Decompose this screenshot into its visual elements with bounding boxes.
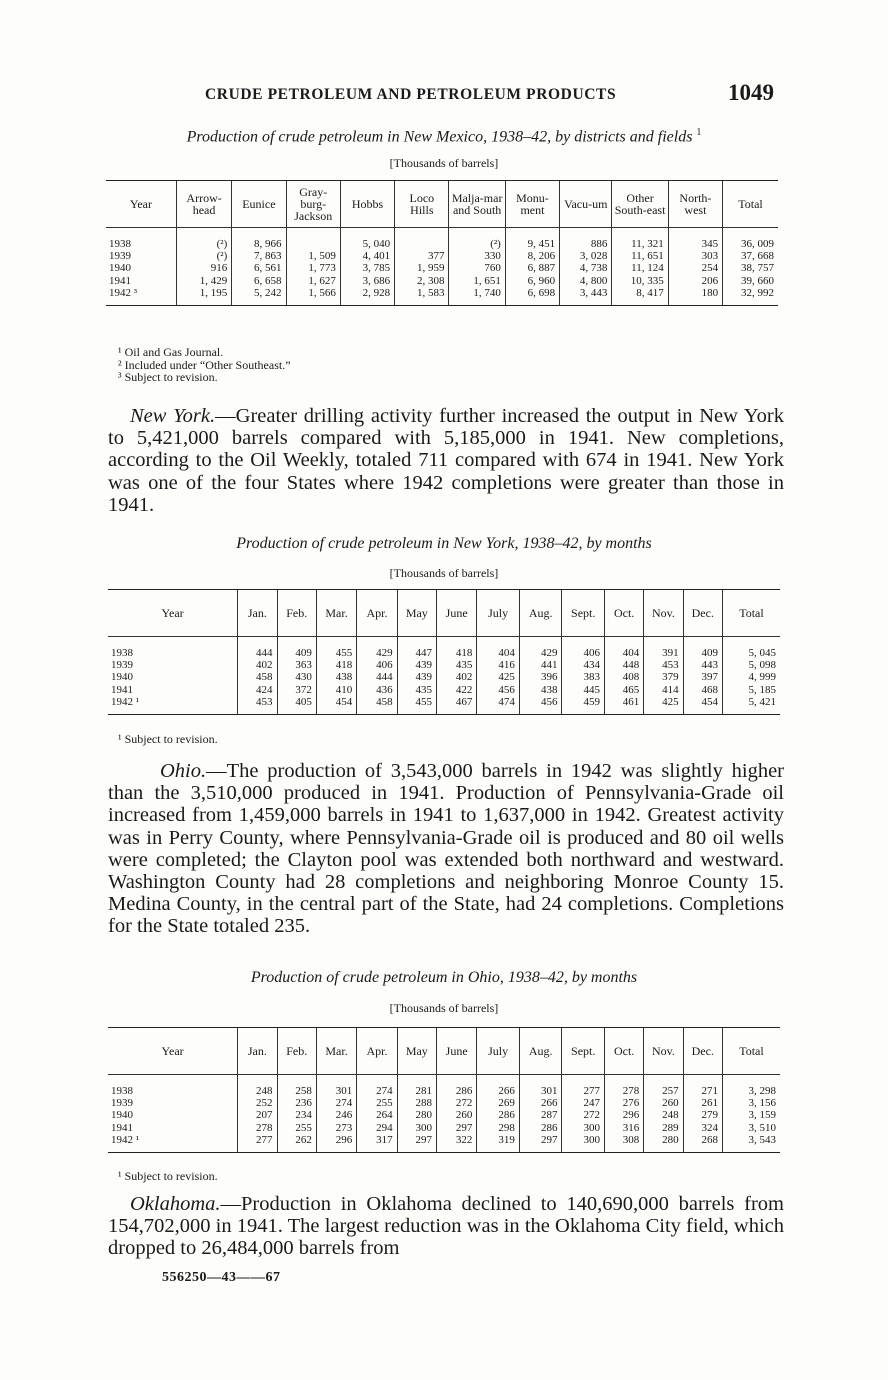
table-cell: 443 <box>683 659 722 671</box>
table-cell: 3, 510 <box>722 1122 780 1134</box>
ohio-body: —The production of 3,543,000 barrels in 1942 was slightly higher than the 3,510,000 produced in 1941. Production of Pennsylvania-Grade oil increased from 1,459,000 barrels in 1941 to 1,637,000 in 1942. Greatest activity was in Perry County, where Pennsylvania-Grade oil is produced and 80 oil wells were completed; the Clayton pool was extended both northward and westward. Washington County had 28 completions and neighboring Monroe County 15. Medina County, in the central part of the State, had 24 completions. Completions for the State totaled 235. <box>108 760 784 938</box>
table-cell: 8, 966 <box>232 238 286 250</box>
table-cell: 319 <box>477 1134 520 1153</box>
new-york-unit: [Thousands of barrels] <box>389 566 499 580</box>
column-header: Aug. <box>519 590 562 637</box>
table-cell: 435 <box>397 684 436 696</box>
row-year: 1940 <box>111 671 133 684</box>
table-cell: 280 <box>397 1109 436 1121</box>
table-row <box>108 684 780 696</box>
column-header: Other South-east <box>612 181 668 228</box>
table-cell: 277 <box>562 1085 605 1097</box>
table-cell: 324 <box>683 1122 722 1134</box>
table-cell: 276 <box>604 1097 643 1109</box>
table-cell: 281 <box>397 1085 436 1097</box>
table-cell: 266 <box>477 1085 520 1097</box>
table-cell: 296 <box>316 1134 356 1153</box>
row-year: 1942 ¹ <box>111 1133 140 1146</box>
ohio-lead: Ohio. <box>160 760 207 782</box>
table-cell: 5, 045 <box>722 647 780 659</box>
table-cell: 294 <box>357 1122 397 1134</box>
table-cell: 297 <box>519 1134 562 1153</box>
ohio-caption: Production of crude petroleum in Ohio, 1938–42, by months <box>250 969 638 986</box>
new-mexico-caption-text: Production of crude petroleum in New Mexico, 1938–42, by districts and fields <box>186 128 693 146</box>
ohio-footnotes <box>118 1170 218 1183</box>
column-header: Malja-mar and South <box>449 181 505 228</box>
footnote: ¹ Oil and Gas Journal. <box>118 345 224 359</box>
column-header: Sept. <box>562 590 605 637</box>
table-cell: 1, 740 <box>449 287 505 306</box>
table-cell: 39, 660 <box>723 275 778 287</box>
column-header: Feb. <box>277 1028 316 1075</box>
table-cell: 6, 561 <box>232 262 286 274</box>
table-cell: 2, 928 <box>340 287 394 306</box>
table-cell: 3, 785 <box>340 262 394 274</box>
table-cell: 458 <box>357 696 397 715</box>
table-cell: 467 <box>436 696 476 715</box>
table-cell: 453 <box>238 696 277 715</box>
table-cell: 3, 298 <box>722 1085 780 1097</box>
table-cell: 418 <box>316 659 356 671</box>
table-cell: 180 <box>668 287 722 306</box>
table-cell: 278 <box>604 1085 643 1097</box>
table-cell: 260 <box>644 1097 683 1109</box>
table-cell: 1, 773 <box>286 262 340 274</box>
table-cell: 916 <box>176 262 231 274</box>
table-cell: 272 <box>562 1109 605 1121</box>
table-cell: 300 <box>562 1122 605 1134</box>
table-cell: 3, 156 <box>722 1097 780 1109</box>
table-cell: 439 <box>397 659 436 671</box>
column-header: Dec. <box>683 590 722 637</box>
table-cell: 4, 738 <box>560 262 612 274</box>
table-cell: 6, 658 <box>232 275 286 287</box>
column-header: May <box>397 1028 436 1075</box>
column-header: Loco Hills <box>395 181 449 228</box>
table-cell: 3, 543 <box>722 1134 780 1153</box>
table-cell: 391 <box>644 647 683 659</box>
table-cell: (²) <box>449 238 505 250</box>
table-cell: 1, 509 <box>286 250 340 262</box>
column-header: Nov. <box>644 1028 683 1075</box>
table-row <box>106 262 778 274</box>
table-cell: 459 <box>562 696 605 715</box>
table-cell: 246 <box>316 1109 356 1121</box>
row-year: 1939 <box>111 659 133 672</box>
table-cell: 760 <box>449 262 505 274</box>
table-cell: 418 <box>436 647 476 659</box>
table-cell: 330 <box>449 250 505 262</box>
table-cell: 316 <box>604 1122 643 1134</box>
row-year: 1938 <box>111 1085 133 1097</box>
ohio-unit: [Thousands of barrels] <box>389 1001 499 1015</box>
table-row <box>108 1122 780 1134</box>
table-cell: 429 <box>357 647 397 659</box>
table-cell: 454 <box>683 696 722 715</box>
table-cell: 280 <box>644 1134 683 1153</box>
table-cell: 1, 195 <box>176 287 231 306</box>
table-cell: 404 <box>477 647 520 659</box>
table-cell: 303 <box>668 250 722 262</box>
table-cell: 5, 421 <box>722 696 780 715</box>
column-header: Year <box>108 1028 238 1075</box>
table-cell: 1, 651 <box>449 275 505 287</box>
column-header: June <box>436 1028 476 1075</box>
table-cell: 1, 627 <box>286 275 340 287</box>
print-code: 556250—43——67 <box>162 1270 281 1285</box>
table-cell: 409 <box>277 647 316 659</box>
table-cell: 248 <box>644 1109 683 1121</box>
page-number: 1049 <box>728 80 774 105</box>
table-cell: 322 <box>436 1134 476 1153</box>
column-header: Nov. <box>644 590 683 637</box>
table-cell: 444 <box>238 647 277 659</box>
table-cell: 456 <box>519 696 562 715</box>
table-cell: 286 <box>477 1109 520 1121</box>
table-cell: 444 <box>357 671 397 683</box>
table-cell: 264 <box>357 1109 397 1121</box>
table-cell: 439 <box>397 671 436 683</box>
table-cell: 402 <box>436 671 476 683</box>
table-cell: 286 <box>436 1085 476 1097</box>
footnote: ¹ Subject to revision. <box>118 732 218 746</box>
table-cell: 262 <box>277 1134 316 1153</box>
column-header: Sept. <box>562 1028 605 1075</box>
table-cell: 425 <box>644 696 683 715</box>
table-cell: 2, 308 <box>395 275 449 287</box>
table-cell: 297 <box>436 1122 476 1134</box>
table-cell: 406 <box>562 647 605 659</box>
table-cell: 402 <box>238 659 277 671</box>
table-cell: 1, 583 <box>395 287 449 306</box>
column-header: June <box>436 590 476 637</box>
new-mexico-caption <box>0 127 888 146</box>
table-cell: 206 <box>668 275 722 287</box>
column-header: Gray-burg-Jackson <box>286 181 340 228</box>
column-header: Jan. <box>238 590 277 637</box>
oklahoma-body: —Production in Oklahoma declined to 140,690,000 barrels from 154,702,000 in 1941. The largest reduction was in the Oklahoma City field, which dropped to 26,484,000 barrels from <box>108 1193 784 1260</box>
table-cell: 236 <box>277 1097 316 1109</box>
table-cell: 287 <box>519 1109 562 1121</box>
column-header: Total <box>722 1028 780 1075</box>
table-cell: 404 <box>604 647 643 659</box>
table-cell: 266 <box>519 1097 562 1109</box>
table-cell: 429 <box>519 647 562 659</box>
ohio-paragraph <box>108 760 784 938</box>
table-cell: 4, 999 <box>722 671 780 683</box>
table-row <box>108 659 780 671</box>
table-cell: 5, 185 <box>722 684 780 696</box>
ohio-table <box>108 1027 780 1153</box>
table-cell: 345 <box>668 238 722 250</box>
table-cell: 298 <box>477 1122 520 1134</box>
table-cell: 308 <box>604 1134 643 1153</box>
table-cell: 455 <box>397 696 436 715</box>
table-cell: 430 <box>277 671 316 683</box>
table-row <box>106 250 778 262</box>
new-mexico-table <box>106 180 778 306</box>
table-cell: 456 <box>477 684 520 696</box>
column-header: Hobbs <box>340 181 394 228</box>
oklahoma-lead: Oklahoma. <box>130 1193 221 1215</box>
table-cell: 260 <box>436 1109 476 1121</box>
footnote: ¹ Subject to revision. <box>118 1169 218 1183</box>
table-cell: 32, 992 <box>723 287 778 306</box>
table-cell: 1, 566 <box>286 287 340 306</box>
table-row <box>108 1109 780 1121</box>
table-cell: 274 <box>316 1097 356 1109</box>
table-cell: 416 <box>477 659 520 671</box>
table-cell: 268 <box>683 1134 722 1153</box>
table-row <box>108 647 780 659</box>
table-cell: 254 <box>668 262 722 274</box>
table-cell: 434 <box>562 659 605 671</box>
new-york-paragraph <box>108 405 784 516</box>
table-cell: 273 <box>316 1122 356 1134</box>
column-header: Dec. <box>683 1028 722 1075</box>
new-york-body: —Greater drilling activity further increased the output in New York to 5,421,000 barrels compared with 5,185,000 in 1941. New completions, according to the Oil Weekly, totaled 711 compared with 674 in 1941. New York was one of the four States where 1942 completions were greater than those in 1941. <box>108 405 784 516</box>
table-cell: 445 <box>562 684 605 696</box>
table-cell: 454 <box>316 696 356 715</box>
table-row <box>108 671 780 683</box>
table-cell: 288 <box>397 1097 436 1109</box>
table-cell: 438 <box>316 671 356 683</box>
table-cell: 1, 959 <box>395 262 449 274</box>
row-year: 1941 <box>109 274 131 287</box>
table-cell: 8, 206 <box>505 250 559 262</box>
table-cell: 247 <box>562 1097 605 1109</box>
table-cell: 6, 698 <box>505 287 559 306</box>
table-cell: 396 <box>519 671 562 683</box>
table-cell: 406 <box>357 659 397 671</box>
table-cell: 436 <box>357 684 397 696</box>
table-cell: 7, 863 <box>232 250 286 262</box>
table-cell: 4, 800 <box>560 275 612 287</box>
column-header: Year <box>108 590 238 637</box>
table-cell: 234 <box>277 1109 316 1121</box>
table-cell: 424 <box>238 684 277 696</box>
table-row <box>108 1097 780 1109</box>
table-cell: 453 <box>644 659 683 671</box>
row-year: 1940 <box>109 262 131 275</box>
table-cell: 11, 651 <box>612 250 668 262</box>
table-cell: 410 <box>316 684 356 696</box>
table-cell: 6, 887 <box>505 262 559 274</box>
table-cell: (²) <box>176 250 231 262</box>
column-header: Apr. <box>357 590 397 637</box>
table-cell: 6, 960 <box>505 275 559 287</box>
running-head <box>0 80 888 110</box>
table-cell: 458 <box>238 671 277 683</box>
table-cell: 886 <box>560 238 612 250</box>
table-cell: 8, 417 <box>612 287 668 306</box>
row-year: 1942 ³ <box>109 286 138 299</box>
table-cell: 10, 335 <box>612 275 668 287</box>
table-cell: 455 <box>316 647 356 659</box>
table-cell: 301 <box>316 1085 356 1097</box>
table-cell: 207 <box>238 1109 277 1121</box>
new-york-caption: Production of crude petroleum in New York, 1938–42, by months <box>236 535 652 552</box>
table-cell: 474 <box>477 696 520 715</box>
row-year: 1940 <box>111 1109 133 1122</box>
row-year: 1942 ¹ <box>111 695 140 708</box>
table-row <box>106 275 778 287</box>
table-cell: 300 <box>562 1134 605 1153</box>
table-cell: 255 <box>357 1097 397 1109</box>
table-cell: 422 <box>436 684 476 696</box>
table-cell: 252 <box>238 1097 277 1109</box>
row-year: 1938 <box>111 647 133 659</box>
row-year: 1941 <box>111 683 133 696</box>
column-header: Oct. <box>604 1028 643 1075</box>
row-year: 1938 <box>109 238 131 250</box>
table-row <box>108 1134 780 1153</box>
table-cell: 278 <box>238 1122 277 1134</box>
footnote: ² Included under “Other Southeast.” <box>118 357 291 372</box>
table-cell: 448 <box>604 659 643 671</box>
table-cell: 300 <box>397 1122 436 1134</box>
table-cell: 447 <box>397 647 436 659</box>
table-cell: 261 <box>683 1097 722 1109</box>
table-cell: 272 <box>436 1097 476 1109</box>
running-head-title: CRUDE PETROLEUM AND PETROLEUM PRODUCTS <box>205 86 617 103</box>
column-header: Total <box>723 181 778 228</box>
table-cell: 11, 321 <box>612 238 668 250</box>
new-york-lead: New York. <box>130 405 216 427</box>
table-cell: 372 <box>277 684 316 696</box>
table-cell: 301 <box>519 1085 562 1097</box>
table-cell: 5, 040 <box>340 238 394 250</box>
table-cell: 441 <box>519 659 562 671</box>
table-cell: 379 <box>644 671 683 683</box>
table-row <box>108 696 780 715</box>
column-header: Jan. <box>238 1028 277 1075</box>
table-row <box>106 287 778 306</box>
column-header: Aug. <box>519 1028 562 1075</box>
row-year: 1939 <box>111 1097 133 1110</box>
new-mexico-footnotes <box>118 346 291 384</box>
table-cell: 271 <box>683 1085 722 1097</box>
table-cell: 277 <box>238 1134 277 1153</box>
column-header: North-west <box>668 181 722 228</box>
table-cell: 465 <box>604 684 643 696</box>
table-cell <box>286 238 340 250</box>
table-cell: 5, 242 <box>232 287 286 306</box>
column-header: Total <box>722 590 780 637</box>
table-row <box>106 238 778 250</box>
table-cell: 296 <box>604 1109 643 1121</box>
table-cell: 258 <box>277 1085 316 1097</box>
table-cell: 255 <box>277 1122 316 1134</box>
table-cell: 38, 757 <box>723 262 778 274</box>
column-header: July <box>477 1028 520 1075</box>
table-cell: 279 <box>683 1109 722 1121</box>
column-header: Feb. <box>277 590 316 637</box>
table-cell: 383 <box>562 671 605 683</box>
table-cell: 5, 098 <box>722 659 780 671</box>
table-cell: 409 <box>683 647 722 659</box>
footnote: ³ Subject to revision. <box>118 370 218 384</box>
table-cell: 468 <box>683 684 722 696</box>
column-header: May <box>397 590 436 637</box>
table-cell: 9, 451 <box>505 238 559 250</box>
table-cell: 11, 124 <box>612 262 668 274</box>
table-cell: 269 <box>477 1097 520 1109</box>
table-cell: 289 <box>644 1122 683 1134</box>
table-cell: 414 <box>644 684 683 696</box>
table-cell: (²) <box>176 238 231 250</box>
table-cell: 4, 401 <box>340 250 394 262</box>
new-york-table <box>108 589 780 715</box>
table-cell: 3, 159 <box>722 1109 780 1121</box>
column-header: July <box>477 590 520 637</box>
new-york-footnotes <box>118 733 218 746</box>
column-header: Monu-ment <box>505 181 559 228</box>
table-cell: 363 <box>277 659 316 671</box>
column-header: Arrow-head <box>176 181 231 228</box>
table-cell: 286 <box>519 1122 562 1134</box>
table-cell: 438 <box>519 684 562 696</box>
table-cell: 3, 443 <box>560 287 612 306</box>
table-cell: 257 <box>644 1085 683 1097</box>
table-cell <box>395 238 449 250</box>
table-cell: 37, 668 <box>723 250 778 262</box>
table-cell: 3, 686 <box>340 275 394 287</box>
new-mexico-caption-ref: 1 <box>696 127 702 138</box>
table-cell: 317 <box>357 1134 397 1153</box>
table-cell: 1, 429 <box>176 275 231 287</box>
table-cell: 297 <box>397 1134 436 1153</box>
column-header: Apr. <box>357 1028 397 1075</box>
table-cell: 435 <box>436 659 476 671</box>
table-cell: 248 <box>238 1085 277 1097</box>
column-header: Mar. <box>316 1028 356 1075</box>
new-mexico-unit: [Thousands of barrels] <box>389 156 499 170</box>
row-year: 1939 <box>109 250 131 263</box>
column-header: Oct. <box>604 590 643 637</box>
table-cell: 408 <box>604 671 643 683</box>
table-cell: 461 <box>604 696 643 715</box>
table-cell: 274 <box>357 1085 397 1097</box>
table-cell: 405 <box>277 696 316 715</box>
column-header: Mar. <box>316 590 356 637</box>
column-header: Year <box>106 181 176 228</box>
oklahoma-paragraph <box>108 1193 784 1260</box>
table-row <box>108 1085 780 1097</box>
table-cell: 425 <box>477 671 520 683</box>
column-header: Eunice <box>232 181 286 228</box>
column-header: Vacu-um <box>560 181 612 228</box>
table-cell: 36, 009 <box>723 238 778 250</box>
table-cell: 377 <box>395 250 449 262</box>
row-year: 1941 <box>111 1121 133 1134</box>
table-cell: 397 <box>683 671 722 683</box>
table-cell: 3, 028 <box>560 250 612 262</box>
